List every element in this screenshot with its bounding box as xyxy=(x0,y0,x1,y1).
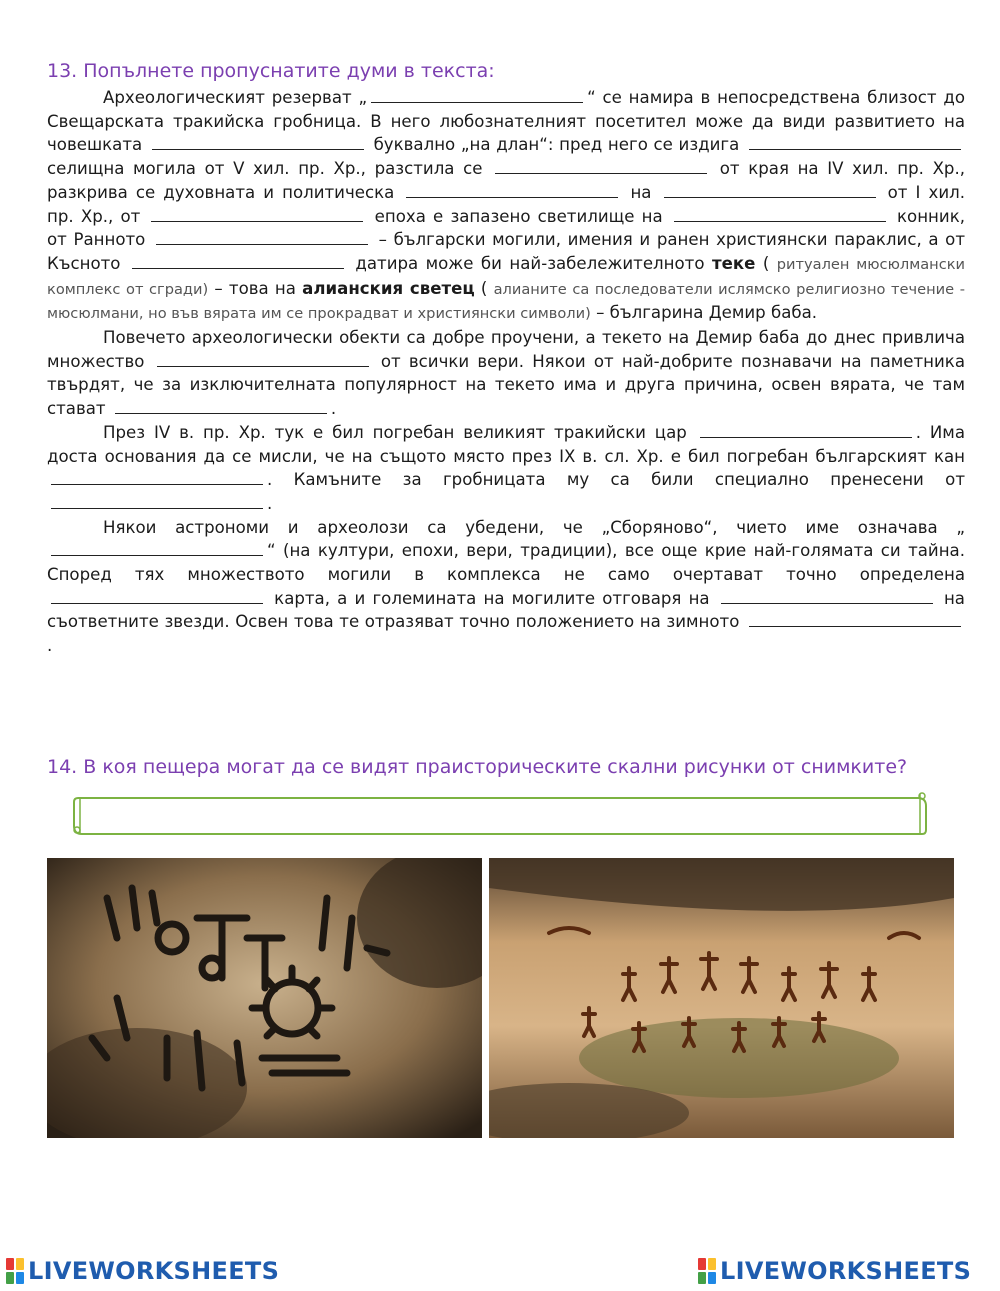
text-segment: от края на IV хил. пр. Хр., разкрива се духовната и политическа xyxy=(47,159,966,202)
blank-field[interactable] xyxy=(700,423,912,438)
blank-field[interactable] xyxy=(674,207,886,222)
text-segment: епоха е запазено светилище на xyxy=(374,206,663,226)
text-segment: . Камъните за гробницата му са били специално пренесени от xyxy=(267,470,965,490)
explanation-note: алианите са последователи ислямско религиозно течение - мюсюлмани, но във вярата им се прокрадват и християнски символи) xyxy=(47,280,965,323)
logo-blocks-icon xyxy=(6,1258,24,1284)
blank-field[interactable] xyxy=(749,612,961,627)
text-segment: . xyxy=(267,493,273,513)
text-segment: ( xyxy=(480,278,488,298)
question-13-text xyxy=(47,86,965,658)
liveworksheets-logo xyxy=(698,1255,971,1287)
blank-field[interactable] xyxy=(664,183,876,198)
text-segment: датира може би най-забележителното xyxy=(355,253,705,273)
text-segment: на съответните звезди. Освен това те отразяват точно положението на зимното xyxy=(47,588,965,632)
blank-field[interactable] xyxy=(721,589,933,604)
blank-field[interactable] xyxy=(495,159,707,174)
paragraph-4 xyxy=(47,516,965,658)
text-segment: ( xyxy=(762,253,770,273)
bold-term: алианския светец xyxy=(302,278,475,298)
blank-field[interactable] xyxy=(749,135,961,150)
blank-field[interactable] xyxy=(152,135,364,150)
cave-painting-photo-1 xyxy=(47,858,482,1138)
text-segment: . Има доста основания да се мисли, че на същото място през IX в. сл. Хр. е бил погребан българският кан xyxy=(47,422,965,466)
text-segment: на xyxy=(630,182,652,202)
blank-field[interactable] xyxy=(406,183,618,198)
blank-field[interactable] xyxy=(51,494,263,509)
question-14-heading: 14. В коя пещера могат да се видят праисторическите скални рисунки от снимките? xyxy=(47,756,908,778)
text-segment: селищна могила от V хил. пр. Хр., разстила се xyxy=(47,159,483,179)
text-segment: . xyxy=(330,399,337,419)
text-segment: – това на xyxy=(214,278,296,298)
explanation-note: ритуален мюсюлмански комплекс от сгради) xyxy=(47,255,966,298)
cave-painting-photo-2 xyxy=(489,858,954,1138)
text-segment: “ се намира в непосредствена близост до Свещарската тракийска гробница. В него любознателният посетител може да види развитието на човешката xyxy=(47,88,965,155)
logo-blocks-icon xyxy=(698,1258,716,1284)
bold-term: теке xyxy=(711,253,756,273)
blank-field[interactable] xyxy=(51,589,263,604)
paragraph-1 xyxy=(47,86,965,326)
blank-field[interactable] xyxy=(132,254,344,269)
blank-field[interactable] xyxy=(115,399,327,414)
paragraph-2 xyxy=(47,326,965,421)
blank-field[interactable] xyxy=(151,207,363,222)
text-segment: конник, от Ранното xyxy=(47,206,965,250)
blank-field[interactable] xyxy=(51,541,263,556)
answer-input-box[interactable] xyxy=(70,790,928,836)
text-segment: . xyxy=(47,636,53,656)
text-segment: През IV в. пр. Хр. тук е бил погребан великият тракийски цар xyxy=(103,422,687,442)
text-segment: от I хил. пр. Хр., от xyxy=(47,182,965,226)
liveworksheets-logo xyxy=(6,1255,279,1287)
blank-field[interactable] xyxy=(371,88,583,103)
text-segment: буквално „на длан“: пред него се издига xyxy=(373,135,740,155)
text-segment: Археологическият резерват „ xyxy=(103,88,368,107)
logo-text: LIVEWORKSHEETS xyxy=(720,1257,972,1285)
blank-field[interactable] xyxy=(156,230,368,245)
text-segment: от всички вери. Някои от най-добрите познавачи на паметника твърдят, че за изключителната популярност на текето има и друга причина, освен вярата, че там стават xyxy=(47,351,965,419)
logo-text: LIVEWORKSHEETS xyxy=(28,1257,280,1285)
text-segment: – българина Демир баба. xyxy=(596,303,818,323)
text-segment: – български могили, имения и ранен християнски параклис, а от Късното xyxy=(47,230,965,273)
blank-field[interactable] xyxy=(51,470,263,485)
text-segment: Повечето археологически обекти са добре проучени, а текето на Демир баба до днес привлича множество xyxy=(47,328,965,371)
question-13-heading: 13. Попълнете пропуснатите думи в текста: xyxy=(47,60,495,82)
text-segment: карта, а и големината на могилите отговаря на xyxy=(274,588,710,608)
text-segment: “ (на култури, епохи, вери, традиции), все още крие най-голямата си тайна. Според тях множеството могили в комплекса не само очертават точно определена xyxy=(47,541,965,585)
blank-field[interactable] xyxy=(157,352,369,367)
paragraph-3 xyxy=(47,421,965,516)
text-segment: Някои астрономи и археолози са убедени, че „Сборяново“, чието име означава „ xyxy=(103,517,965,537)
